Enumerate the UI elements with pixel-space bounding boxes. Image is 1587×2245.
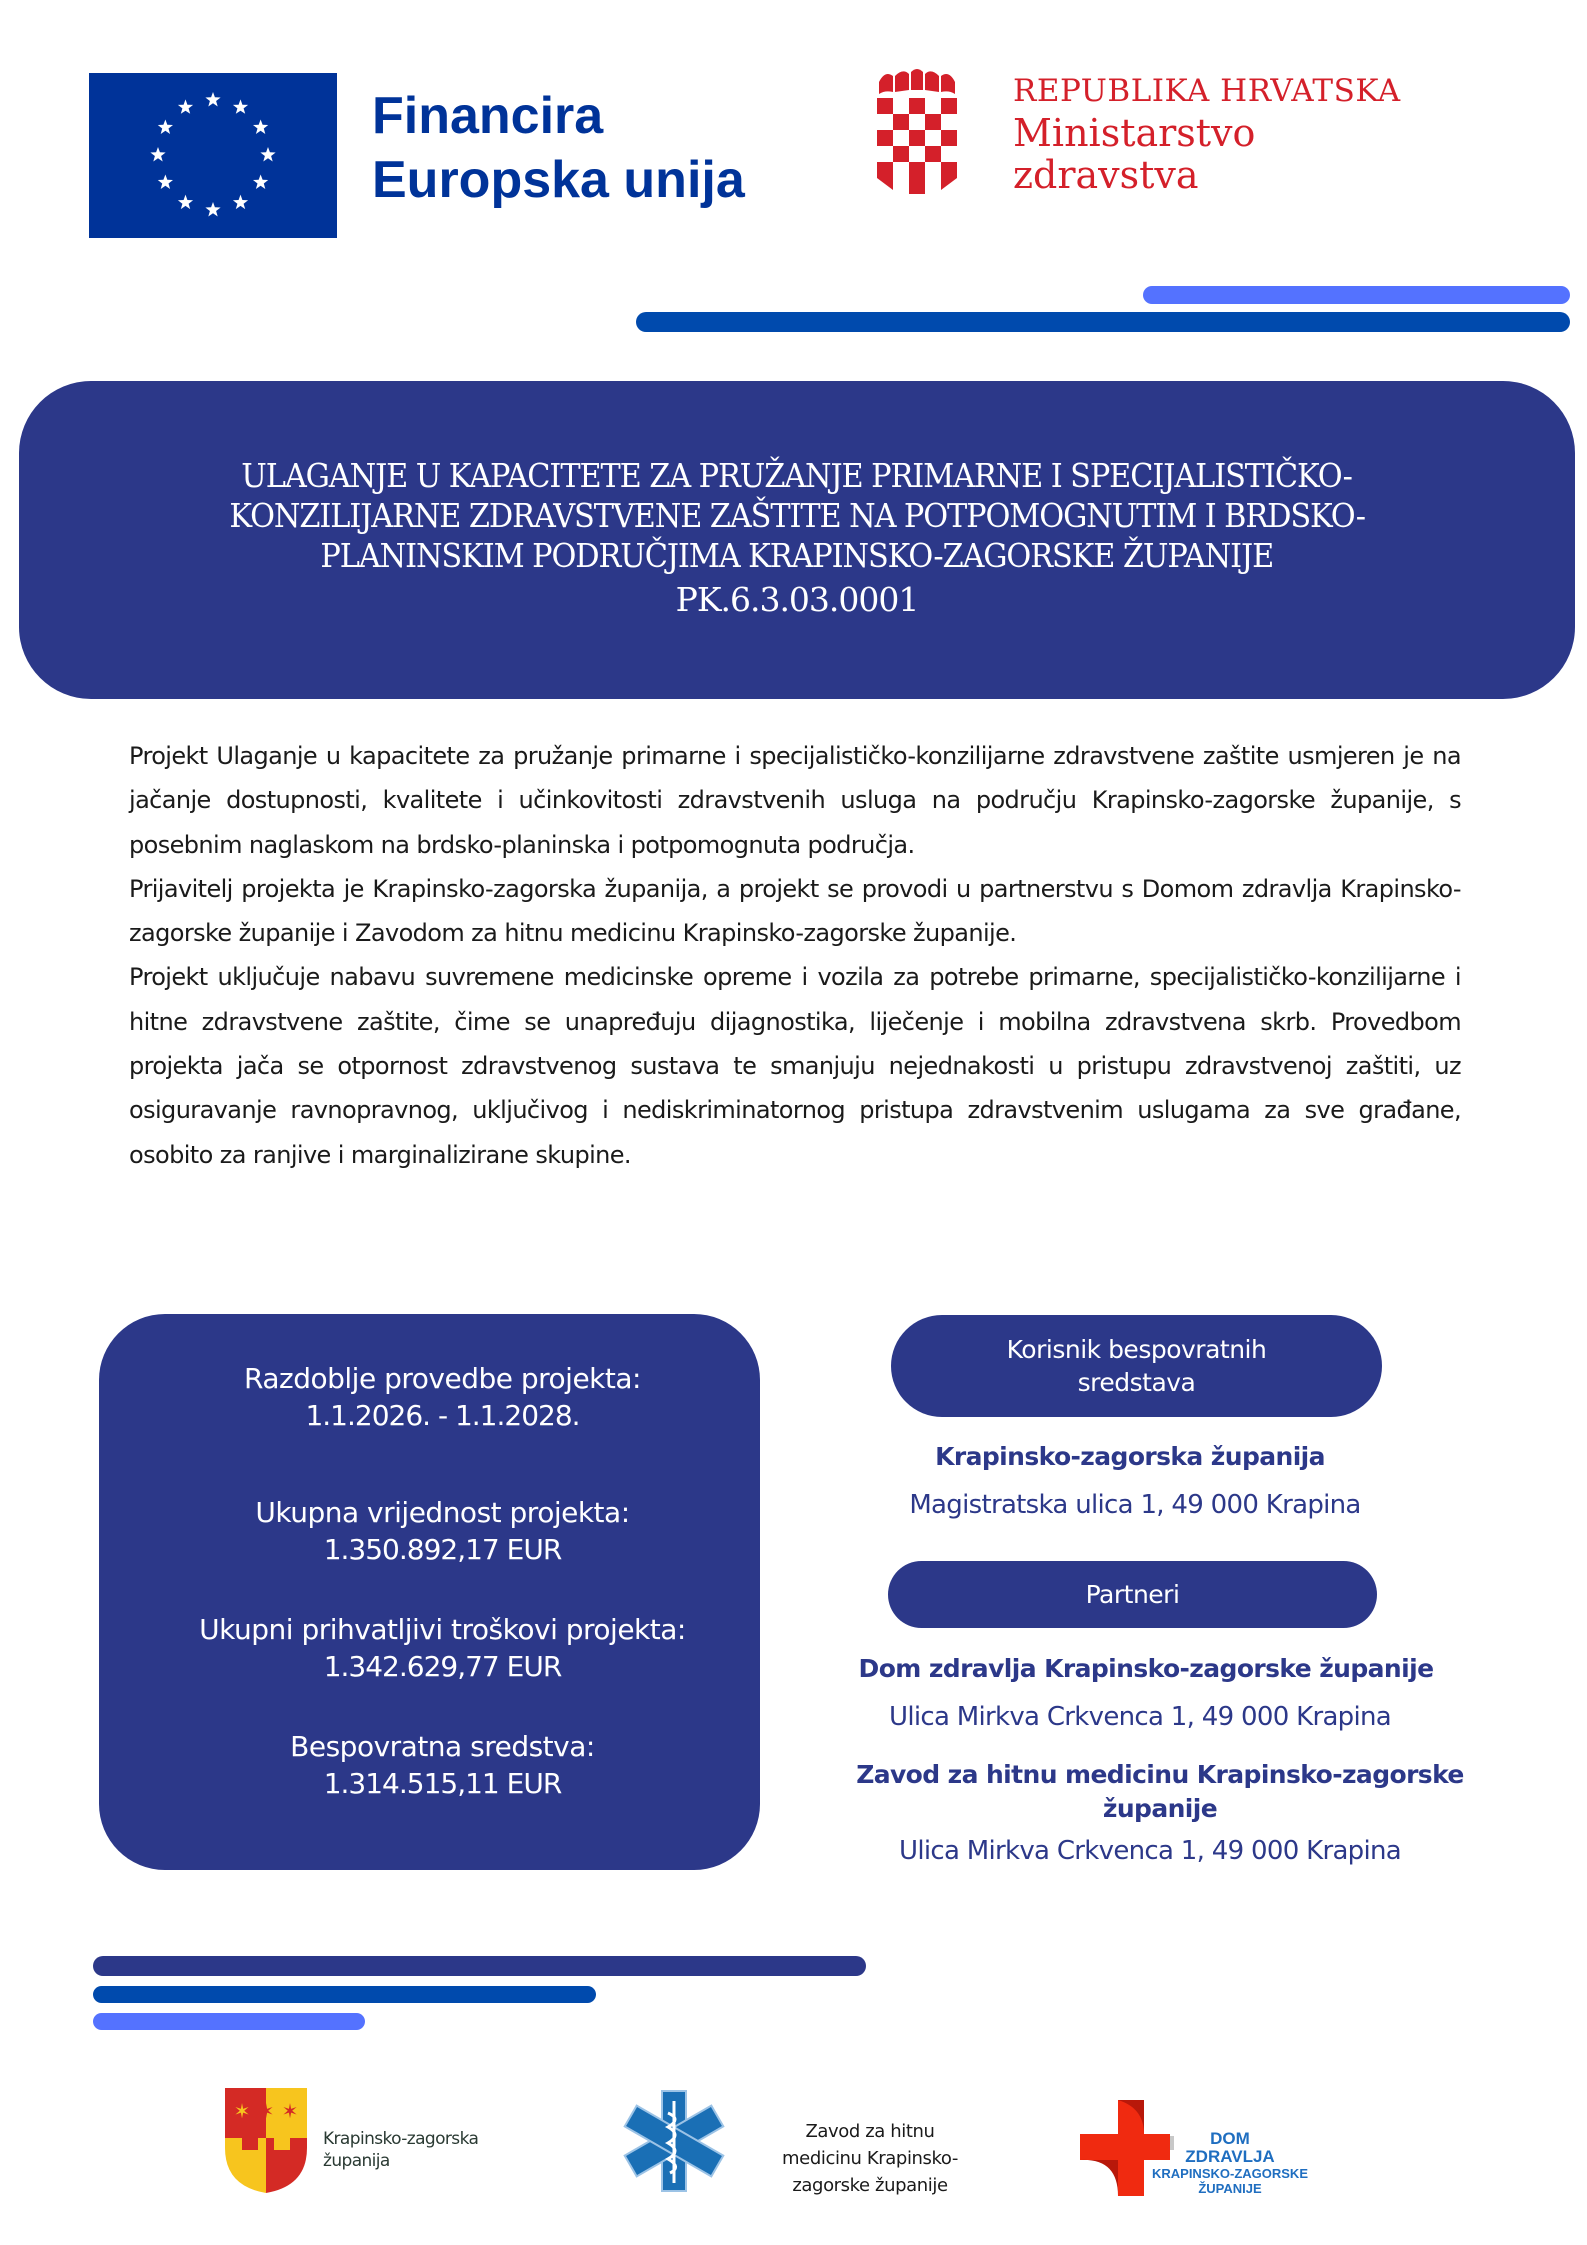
- kzz-logo-line2: županija: [323, 2151, 390, 2171]
- dz-logo-line4: ŽUPANIJE: [1198, 2181, 1262, 2196]
- description-paragraph: Prijavitelj projekta je Krapinsko-zagorska županija, a projekt se provodi u partnerstvu s Domom zdravlja Krapinsko-zagorske županije i Zavodom za hitnu medicinu Krapinsko-zagorske županije.: [129, 874, 1461, 948]
- eu-star-icon: [150, 147, 165, 162]
- decorative-bar-dark: [93, 1986, 596, 2003]
- detail-label: Ukupni prihvatljivi troškovi projekta:: [199, 1613, 686, 1646]
- partner-name-line1: Zavod za hitnu medicinu Krapinsko-zagorske: [856, 1760, 1464, 1789]
- checker-square: [941, 162, 957, 178]
- eu-funding-line1: Financira: [372, 87, 604, 145]
- eu-star-icon: [158, 175, 173, 190]
- partner-name: [840, 1758, 1480, 1826]
- decorative-bar-dark: [636, 312, 1570, 332]
- detail-label: Razdoblje provedbe projekta:: [244, 1362, 641, 1395]
- decorative-bar-navy: [93, 1956, 866, 1976]
- detail-total-value: [125, 1494, 760, 1568]
- svg-text:✶: ✶: [233, 2099, 251, 2123]
- eu-flag-logo: [89, 73, 337, 238]
- project-title-box: [19, 381, 1575, 699]
- krapinsko-zagorska-coat-of-arms-icon: [225, 2088, 307, 2193]
- kzz-logo-text: [323, 2128, 478, 2172]
- decorative-bar-light: [1143, 286, 1570, 304]
- eu-funding-line2: Europska unija: [372, 151, 745, 209]
- project-title-line: KONZILIJARNE ZDRAVSTVENE ZAŠTITE NA POTPOMOGNUTIM I BRDSKO-: [229, 496, 1365, 535]
- checker-square: [877, 130, 893, 146]
- partner-name: Dom zdravlja Krapinsko-zagorske županije: [858, 1654, 1434, 1683]
- partners-heading: [888, 1561, 1377, 1628]
- dz-logo-line1: DOM: [1210, 2129, 1250, 2148]
- svg-text:✶: ✶: [257, 2099, 275, 2123]
- zhm-logo-text: [760, 2118, 980, 2199]
- checker-square: [925, 114, 941, 130]
- eu-star-icon: [233, 99, 248, 113]
- detail-grant-amount: [125, 1728, 760, 1802]
- detail-eligible-costs: [125, 1611, 760, 1685]
- beneficiary-address: Magistratska ulica 1, 49 000 Krapina: [909, 1490, 1361, 1520]
- zhm-logo-line1: Zavod za hitnu: [805, 2121, 935, 2142]
- detail-value: 1.1.2026. - 1.1.2028.: [305, 1399, 580, 1432]
- checker-square: [941, 98, 957, 114]
- eu-star-icon: [253, 175, 268, 190]
- beneficiary-heading-line1: Korisnik bespovratnih: [1006, 1335, 1267, 1364]
- svg-text:✶: ✶: [281, 2099, 299, 2123]
- checker-square: [893, 146, 909, 162]
- zhm-logo-line3: zagorske županije: [792, 2175, 948, 2196]
- project-code: PK.6.3.03.0001: [675, 580, 919, 619]
- eu-star-icon: [205, 92, 220, 107]
- eu-star-icon: [233, 195, 248, 210]
- eu-stars-icon: [89, 73, 337, 238]
- checker-square: [909, 130, 925, 146]
- partner-name-line2: županije: [1102, 1794, 1218, 1823]
- project-details-box: [99, 1314, 760, 1870]
- republic-name: REPUBLIKA HRVATSKA: [1013, 73, 1401, 109]
- partner-address: Ulica Mirkva Crkvenca 1, 49 000 Krapina: [898, 1836, 1402, 1866]
- eu-star-icon: [158, 120, 173, 135]
- checker-square: [925, 146, 941, 162]
- checker-square: [941, 130, 957, 146]
- dz-logo-line3: KRAPINSKO-ZAGORSKE: [1151, 2166, 1308, 2181]
- partner-address: Ulica Mirkva Crkvenca 1, 49 000 Krapina: [888, 1702, 1392, 1732]
- beneficiary-name: Krapinsko-zagorska županija: [935, 1442, 1325, 1471]
- checker-base: [877, 178, 957, 194]
- eu-star-icon: [178, 99, 193, 113]
- description-paragraph: Projekt uključuje nabavu suvremene medicinske opreme i vozila za potrebe primarne, specijalističko-konzilijarne i hitne zdravstvene zaštite, čime se unapređuju dijagnostika, liječenje i mobilna zdravstvena skrb. Provedbom projekta jača se otpornost zdravstvenog sustava te smanjuju nejednakosti u pristupu zdravstvenoj zaštiti, uz osiguravanje ravnopravnog, uključivog i nediskriminatornog pristupa zdravstvenim uslugama za sve građane, osobito za ranjive i marginalizirane skupine.: [129, 963, 1461, 1169]
- checker-square: [909, 98, 925, 114]
- croatian-coat-of-arms-icon: [877, 66, 957, 194]
- eu-star-icon: [178, 195, 193, 210]
- decorative-bar-light: [93, 2013, 365, 2030]
- checker-square: [877, 162, 893, 178]
- eu-funding-text: [372, 84, 745, 212]
- description-paragraph: Projekt Ulaganje u kapacitete za pružanje primarne i specijalističko-konzilijarne zdravstvene zaštite usmjeren je na jačanje dostupnosti, kvalitete i učinkovitosti zdravstvenih usluga na području Krapinsko-zagorske županije, s posebnim naglaskom na brdsko-planinska i potpomognuta područja.: [129, 742, 1461, 859]
- eu-star-icon: [260, 147, 275, 162]
- checker-square: [893, 114, 909, 130]
- detail-implementation-period: [125, 1360, 760, 1434]
- project-title-line: PLANINSKIM PODRUČJIMA KRAPINSKO-ZAGORSKE ŽUPANIJE: [320, 536, 1274, 575]
- dz-logo-text: [1135, 2130, 1325, 2196]
- beneficiary-heading-line2: sredstava: [1077, 1368, 1196, 1397]
- kzz-logo-line1: Krapinsko-zagorska: [323, 2129, 479, 2149]
- beneficiary-heading: [891, 1315, 1382, 1417]
- detail-value: 1.314.515,11 EUR: [323, 1767, 562, 1800]
- eu-star-icon: [205, 202, 220, 217]
- project-title-line: ULAGANJE U KAPACITETE ZA PRUŽANJE PRIMARNE I SPECIJALISTIČKO-: [241, 456, 1353, 495]
- ministry-of-health-text: [1013, 70, 1401, 196]
- detail-label: Bespovratna sredstva:: [290, 1730, 595, 1763]
- project-description: [129, 734, 1461, 1177]
- detail-value: 1.350.892,17 EUR: [323, 1533, 562, 1566]
- eu-star-icon: [253, 120, 268, 135]
- detail-value: 1.342.629,77 EUR: [323, 1650, 562, 1683]
- checker-square: [877, 98, 893, 114]
- checker-square: [909, 162, 925, 178]
- partners-heading-label: Partneri: [1085, 1580, 1180, 1609]
- ministry-line1: Ministarstvo: [1013, 111, 1256, 155]
- detail-label: Ukupna vrijednost projekta:: [255, 1496, 630, 1529]
- zhm-logo-line2: medicinu Krapinsko-: [782, 2148, 958, 2169]
- star-of-life-icon: [622, 2088, 726, 2194]
- ministry-line2: zdravstva: [1013, 153, 1199, 197]
- dz-logo-line2: ZDRAVLJA: [1185, 2147, 1275, 2166]
